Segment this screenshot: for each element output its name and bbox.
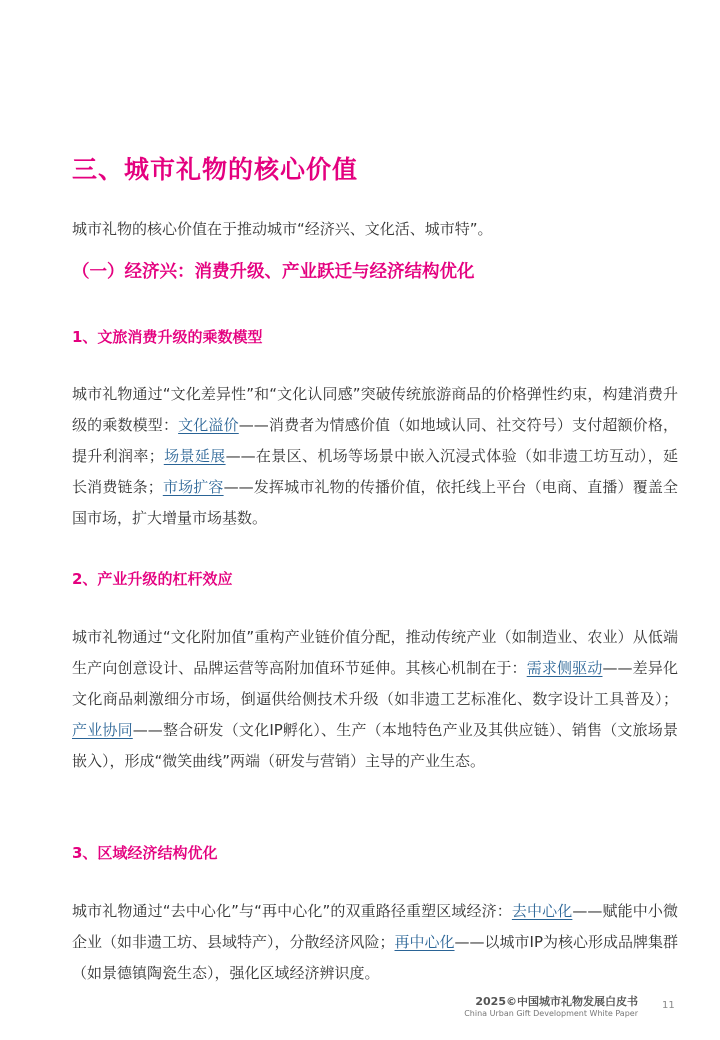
term-demand-driven[interactable]: 需求侧驱动: [526, 659, 603, 677]
subsection-title: （一）经济兴：消费升级、产业跃迁与经济结构优化: [72, 262, 475, 282]
point3-text-b: ——赋能中小微企业（如非遗工坊、县域特产），分散经济风险；: [72, 902, 678, 951]
footer-title: 2025©中国城市礼物发展白皮书: [475, 995, 638, 1008]
point2-text-b: ——差异化文化商品刺激细分市场，倒逼供给侧技术升级（如非遗工艺标准化、数字设计工具普及）；: [72, 659, 678, 708]
point3-paragraph: [72, 896, 678, 989]
point2-text-c: ——整合研发（文化IP孵化）、生产（本地特色产业及其供应链）、销售（文旅场景嵌入），形成“微笑曲线”两端（研发与营销）主导的产业生态。: [72, 721, 678, 770]
point1-text-b: ——消费者为情感价值（如地域认同、社交符号）支付超额价格，提升利润率；: [72, 416, 678, 465]
intro-paragraph: 城市礼物的核心价值在于推动城市“经济兴、文化活、城市特”。: [72, 220, 493, 238]
term-market-expansion[interactable]: 市场扩容: [162, 478, 224, 496]
point3-heading: 3、区域经济结构优化: [72, 844, 218, 862]
term-cultural-premium[interactable]: 文化溢价: [178, 416, 239, 434]
term-scene-extension[interactable]: 场景延展: [163, 447, 226, 465]
point1-paragraph: [72, 379, 678, 534]
term-recentralization[interactable]: 再中心化: [394, 933, 455, 951]
point1-text-d: ——发挥城市礼物的传播价值，依托线上平台（电商、直播）覆盖全国市场，扩大增量市场基数。: [72, 478, 678, 527]
footer-subtitle: China Urban Gift Development White Paper: [464, 1009, 638, 1018]
point1-heading: 1、文旅消费升级的乘数模型: [72, 328, 263, 346]
point3-text-c: ——以城市IP为核心形成品牌集群（如景德镇陶瓷生态），强化区域经济辨识度。: [72, 933, 679, 982]
point2-text-a: 城市礼物通过“文化附加值”重构产业链价值分配，推动传统产业（如制造业、农业）从低端生产向创意设计、品牌运营等高附加值环节延伸。其核心机制在于：: [72, 628, 678, 677]
point1-text-a: 城市礼物通过“文化差异性”和“文化认同感”突破传统旅游商品的价格弹性约束，构建消费升级的乘数模型：: [72, 385, 678, 434]
point1-text-c: ——在景区、机场等场景中嵌入沉浸式体验（如非遗工坊互动），延长消费链条；: [72, 447, 678, 496]
point2-paragraph: [72, 622, 678, 777]
point2-heading: 2、产业升级的杠杆效应: [72, 570, 233, 588]
page-number: 11: [662, 1000, 675, 1011]
term-industry-synergy[interactable]: 产业协同: [72, 721, 133, 739]
term-decentralization[interactable]: 去中心化: [511, 902, 573, 920]
section-title: 三、城市礼物的核心价值: [72, 155, 359, 184]
point3-text-a: 城市礼物通过“去中心化”与“再中心化”的双重路径重塑区域经济：: [72, 902, 512, 920]
